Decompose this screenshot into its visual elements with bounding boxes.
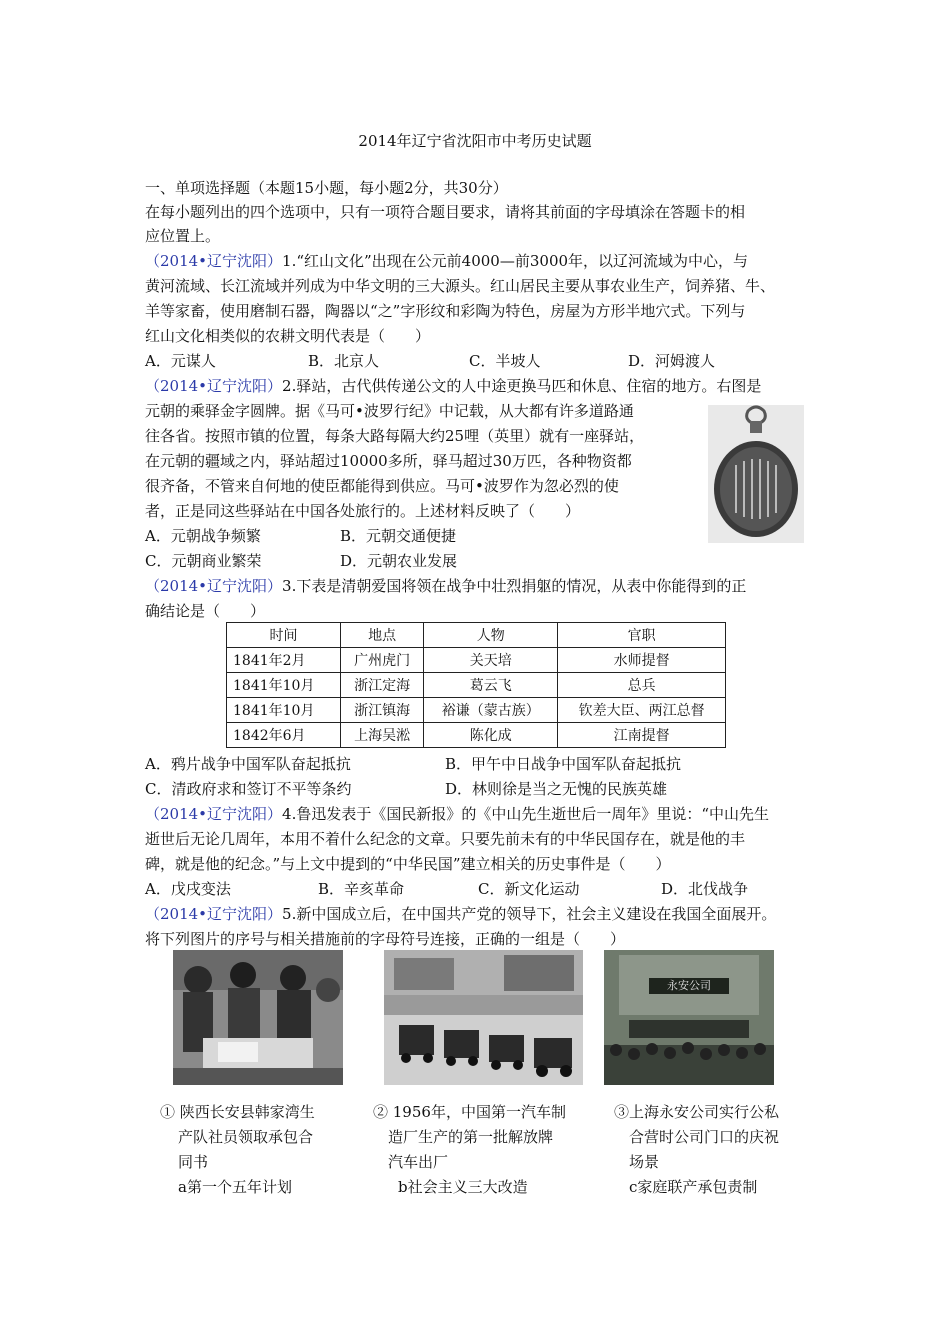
section-heading: 一、单项选择题（本题15小题，每小题2分，共30分） (145, 179, 508, 197)
q4-option-b: B．辛亥革命 (318, 880, 405, 898)
page-title: 2014年辽宁省沈阳市中考历史试题 (358, 132, 592, 150)
table-cell: 水师提督 (558, 648, 726, 673)
table-row (227, 723, 726, 748)
q2-option-a: A．元朝战争频繁 (145, 527, 261, 545)
q2-source-tag: （2014•辽宁沈阳） (145, 377, 283, 395)
q2-line-1 (145, 375, 761, 397)
table-cell: 裕谦（蒙古族） (424, 698, 558, 723)
q3-text: 3.下表是清朝爱国将领在战争中壮烈捐躯的情况，从表中你能得到的正 (282, 577, 747, 595)
table-cell: 浙江定海 (340, 673, 423, 698)
q5-line-2: 将下列图片的序号与相关措施前的字母符号连接，正确的一组是（ ） (145, 930, 626, 948)
table-header: 人物 (424, 623, 558, 648)
q3-option-c: C．清政府求和签订不平等条约 (145, 780, 352, 798)
table-header: 时间 (227, 623, 341, 648)
q1-option-b: B．北京人 (308, 352, 380, 370)
table-cell: 浙江镇海 (340, 698, 423, 723)
table-header: 官职 (558, 623, 726, 648)
q4-option-a: A．戊戌变法 (145, 880, 231, 898)
photo-contract-signing (173, 950, 343, 1085)
table-cell: 关天培 (424, 648, 558, 673)
q2-option-c: C．元朝商业繁荣 (145, 552, 262, 570)
caption-1-line-2: 产队社员领取承包合 (178, 1128, 314, 1146)
photo-liberation-trucks (384, 950, 583, 1085)
table-cell: 1841年2月 (227, 648, 341, 673)
table-cell: 葛云飞 (424, 673, 558, 698)
measure-a: a第一个五年计划 (178, 1178, 292, 1196)
table-cell: 1841年10月 (227, 673, 341, 698)
table-header: 地点 (340, 623, 423, 648)
photo-sign-text: 永安公司 (649, 978, 729, 994)
caption-1-line-3: 同书 (178, 1153, 209, 1171)
q1-option-a: A．元谋人 (145, 352, 216, 370)
q2-line-4: 在元朝的疆域之内，驿站超过10000多所，驿马超过30万匹，各种物资都 (145, 452, 632, 470)
q1-text: 1.“红山文化”出现在公元前4000—前3000年，以辽河流域为中心，与 (282, 252, 749, 270)
q2-line-3: 往各省。按照市镇的位置，每条大路每隔大约25哩（英里）就有一座驿站， (145, 427, 645, 445)
q1-line-3: 羊等家畜，使用磨制石器，陶器以“之”字形纹和彩陶为特色，房屋为方形半地穴式。下列与 (145, 302, 746, 320)
table-cell: 广州虎门 (340, 648, 423, 673)
q2-text: 2.驿站，古代供传递公文的人中途更换马匹和休息、住宿的地方。右图是 (282, 377, 762, 395)
q2-line-2: 元朝的乘驿金字圆牌。据《马可•波罗行纪》中记载，从大都有许多道路通 (145, 402, 634, 420)
q1-source-tag: （2014•辽宁沈阳） (145, 252, 283, 270)
caption-3-line-2: 合营时公司门口的庆祝 (629, 1128, 780, 1146)
table-row (227, 648, 726, 673)
q2-option-d: D．元朝农业发展 (340, 552, 458, 570)
table-row (227, 673, 726, 698)
q4-option-c: C．新文化运动 (478, 880, 580, 898)
table-cell: 江南提督 (558, 723, 726, 748)
caption-3-line-3: 场景 (629, 1153, 660, 1171)
table-cell: 1842年6月 (227, 723, 341, 748)
q2-option-b: B．元朝交通便捷 (340, 527, 457, 545)
caption-1-line-1: ① 陕西长安县韩家湾生 (160, 1103, 315, 1121)
q4-line-3: 碑，就是他的纪念。”与上文中提到的“中华民国”建立相关的历史事件是（ ） (145, 855, 671, 873)
instruction-line-1: 在每小题列出的四个选项中，只有一项符合题目要求，请将其前面的字母填涂在答题卡的相 (145, 203, 746, 221)
q3-option-d: D．林则徐是当之无愧的民族英雄 (445, 780, 668, 798)
table-cell: 陈化成 (424, 723, 558, 748)
table-cell: 1841年10月 (227, 698, 341, 723)
measure-c: c家庭联产承包责制 (629, 1178, 758, 1196)
q5-text: 5.新中国成立后，在中国共产党的领导下，社会主义建设在我国全面展开。 (282, 905, 777, 923)
q1-option-d: D．河姆渡人 (628, 352, 716, 370)
caption-2-line-3: 汽车出厂 (388, 1153, 449, 1171)
q1-line-2: 黄河流域、长江流域并列成为中华文明的三大源头。红山居民主要从事农业生产，饲养猪、牛、 (145, 277, 776, 295)
q2-line-6: 者，正是同这些驿站在中国各处旅行的。上述材料反映了（ ） (145, 502, 581, 520)
q3-line-1 (145, 575, 746, 597)
q4-source-tag: （2014•辽宁沈阳） (145, 805, 283, 823)
photo-yongan-company-celebration (604, 950, 774, 1085)
caption-2-line-2: 造厂生产的第一批解放牌 (388, 1128, 554, 1146)
q4-text: 4.鲁迅发表于《国民新报》的《中山先生逝世后一周年》里说：“中山先生 (282, 805, 770, 823)
measure-b: b社会主义三大改造 (398, 1178, 528, 1196)
table-row (227, 698, 726, 723)
caption-2-line-1: ② 1956年，中国第一汽车制 (373, 1103, 566, 1121)
q3-table (226, 622, 726, 748)
q4-option-d: D．北伐战争 (661, 880, 749, 898)
q2-line-5: 很齐备，不管来自何地的使臣都能得到供应。马可•波罗作为忽必烈的使 (145, 477, 619, 495)
q4-line-2: 逝世后无论几周年，本用不着什么纪念的文章。只要先前未有的中华民国存在，就是他的丰 (145, 830, 746, 848)
q3-source-tag: （2014•辽宁沈阳） (145, 577, 283, 595)
table-cell: 钦差大臣、两江总督 (558, 698, 726, 723)
table-header-row (227, 623, 726, 648)
q3-option-a: A．鸦片战争中国军队奋起抵抗 (145, 755, 351, 773)
q3-line-2: 确结论是（ ） (145, 602, 266, 620)
q1-line-1 (145, 250, 748, 272)
q1-option-c: C．半坡人 (469, 352, 541, 370)
instruction-line-2: 应位置上。 (145, 227, 221, 245)
table-cell: 上海吴淞 (340, 723, 423, 748)
yuan-relay-medal-image (708, 405, 804, 543)
q4-line-1 (145, 803, 769, 825)
table-cell: 总兵 (558, 673, 726, 698)
caption-3-line-1: ③上海永安公司实行公私 (614, 1103, 780, 1121)
q3-option-b: B．甲午中日战争中国军队奋起抵抗 (445, 755, 682, 773)
q5-source-tag: （2014•辽宁沈阳） (145, 905, 283, 923)
q1-line-4: 红山文化相类似的农耕文明代表是（ ） (145, 327, 431, 345)
q5-line-1 (145, 903, 776, 925)
